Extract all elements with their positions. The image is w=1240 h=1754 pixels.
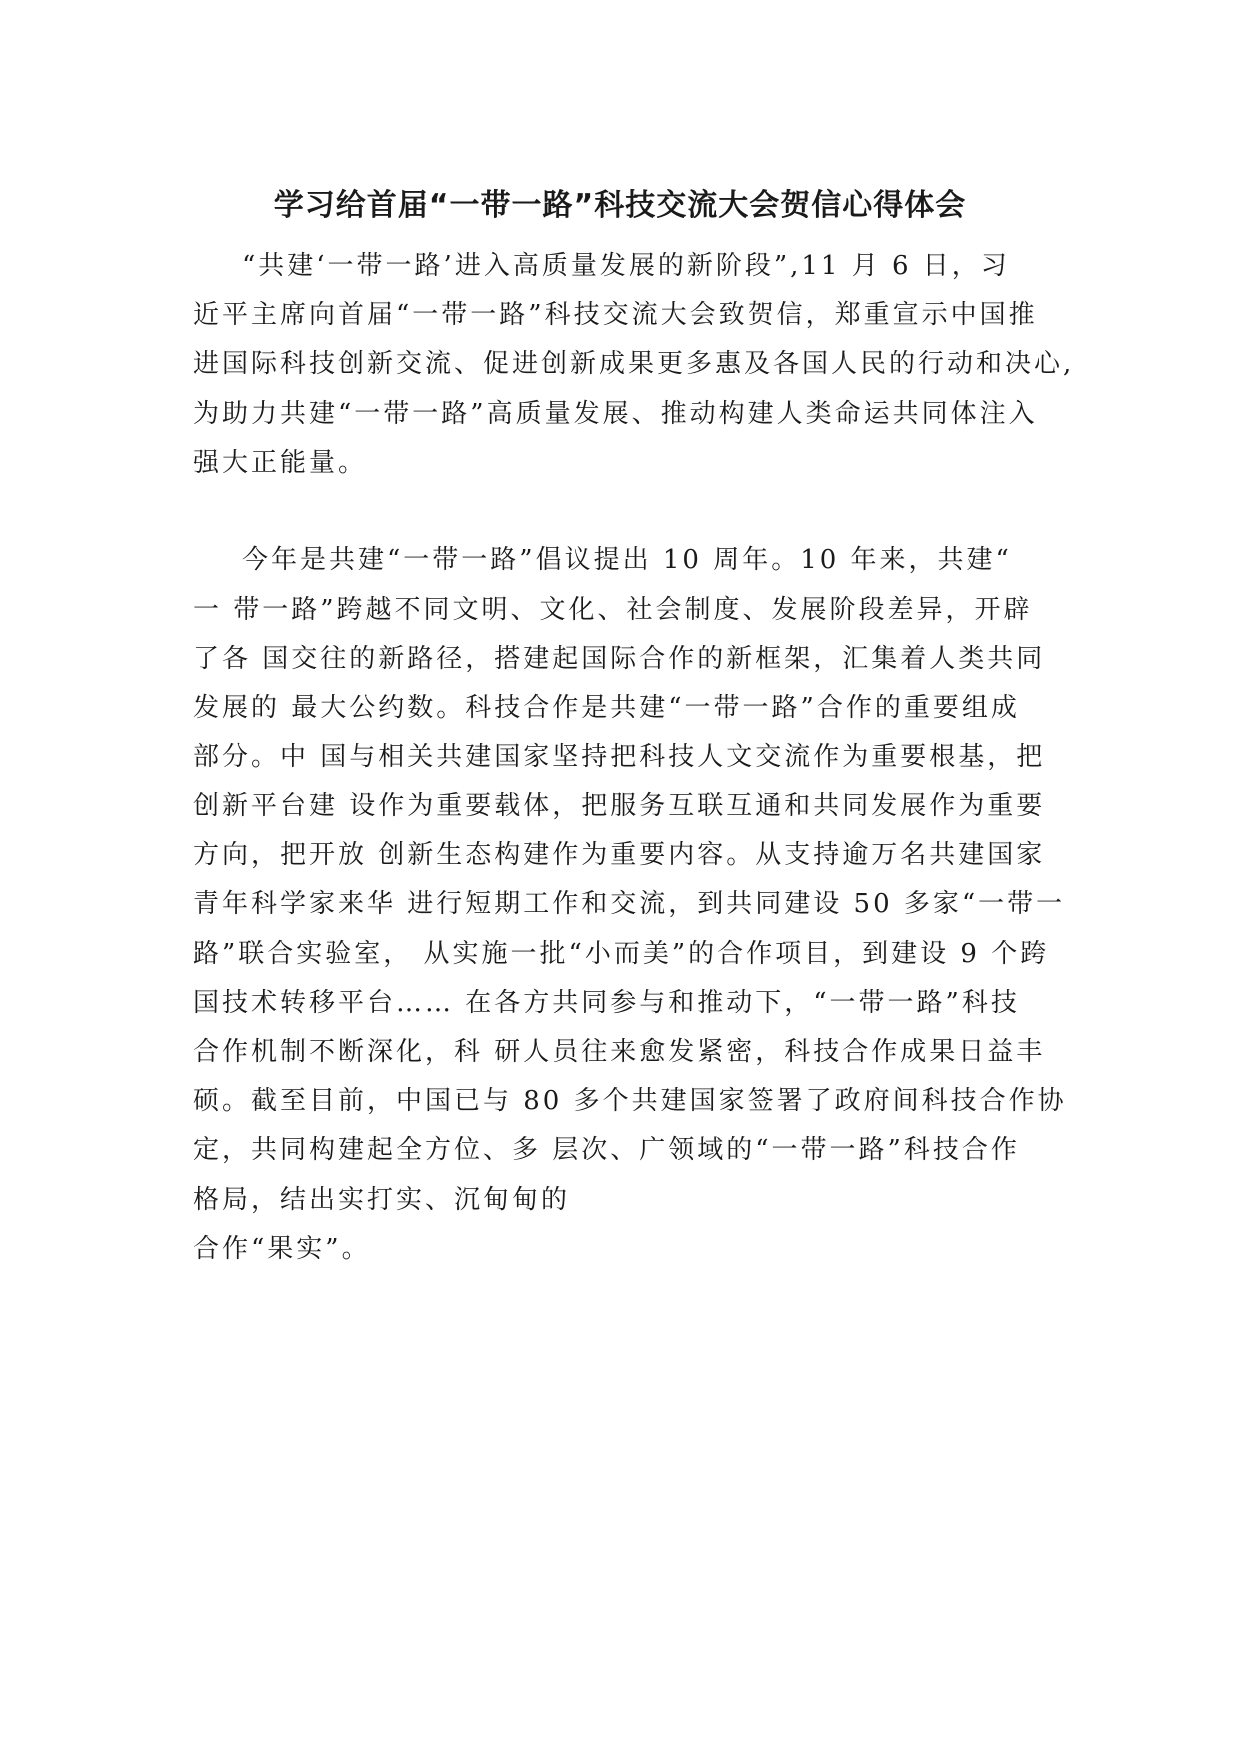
paragraph-2-line-14: 格局，结出实打实、沉甸甸的 [193, 1185, 571, 1215]
paragraph-2-line-9: 路”联合实验室， 从实施一批“小而美”的合作项目，到建设 9 个跨 [193, 939, 1050, 969]
paragraph-2-line-2: 一 带一路”跨越不同文明、文化、社会制度、发展阶段差异，开辟 [193, 595, 1033, 625]
paragraph-2-line-5: 部分。中 国与相关共建国家坚持把科技人文交流作为重要根基，把 [193, 742, 1046, 772]
paragraph-1-line-3: 进国际科技创新交流、促进创新成果更多惠及各国人民的行动和决心, [193, 349, 1075, 379]
paragraph-1-line-2: 近平主席向首届“一带一路”科技交流大会致贺信，郑重宣示中国推 [193, 300, 1038, 330]
paragraph-2-line-13: 定，共同构建起全方位、多 层次、广领域的“一带一路”科技合作 [193, 1135, 1020, 1165]
paragraph-2-line-11: 合作机制不断深化，科 研人员往来愈发紧密，科技合作成果日益丰 [193, 1037, 1046, 1067]
document-title: 学习给首届“一带一路”科技交流大会贺信心得体会 [273, 188, 967, 223]
paragraph-2-line-8: 青年科学家来华 进行短期工作和交流，到共同建设 50 多家“一带一 [193, 889, 1066, 919]
paragraph-2-line-1: 今年是共建“一带一路”倡议提出 10 周年。10 年来，共建“ [242, 545, 1012, 575]
paragraph-2-line-4: 发展的 最大公约数。科技合作是共建“一带一路”合作的重要组成 [193, 693, 1020, 723]
paragraph-2-line-15: 合作“果实”。 [193, 1234, 371, 1264]
paragraph-2-line-6: 创新平台建 设作为重要载体，把服务互联互通和共同发展作为重要 [193, 791, 1046, 821]
paragraph-1-line-5: 强大正能量。 [193, 448, 368, 478]
paragraph-2-line-12: 硕。截至目前，中国已与 80 多个共建国家签署了政府间科技合作协 [193, 1086, 1067, 1116]
paragraph-2-line-3: 了各 国交往的新路径，搭建起国际合作的新框架，汇集着人类共同 [193, 644, 1046, 674]
paragraph-2-line-10: 国技术转移平台…… 在各方共同参与和推动下，“一带一路”科技 [193, 988, 1020, 1018]
paragraph-1-line-4: 为助力共建“一带一路”高质量发展、推动构建人类命运共同体注入 [193, 399, 1038, 429]
paragraph-1-line-1: “共建‘一带一路’进入高质量发展的新阶段”,11 月 6 日，习 [242, 251, 1010, 281]
paragraph-2-line-7: 方向，把开放 创新生态构建作为重要内容。从支持逾万名共建国家 [193, 840, 1046, 870]
